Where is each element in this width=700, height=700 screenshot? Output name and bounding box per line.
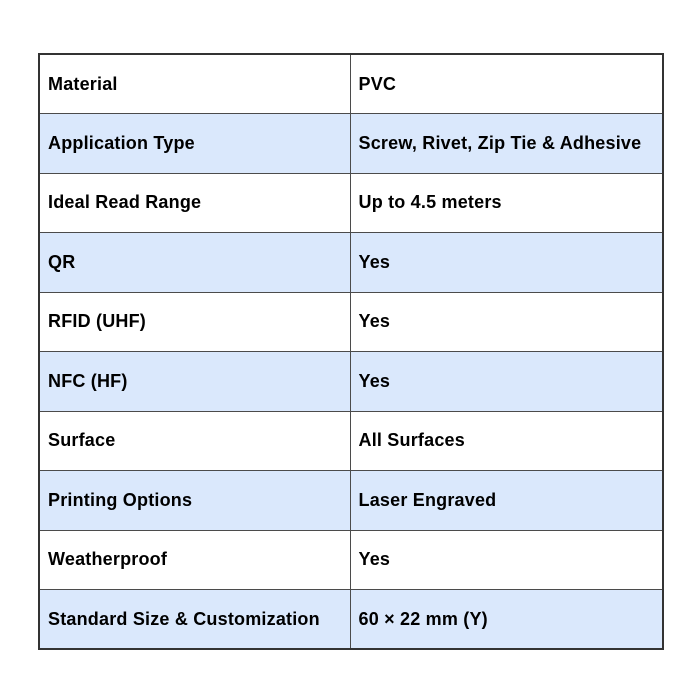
spec-value-cell: Yes bbox=[350, 352, 663, 412]
spec-value-cell: All Surfaces bbox=[350, 411, 663, 471]
spec-value-cell: Yes bbox=[350, 530, 663, 590]
spec-value-cell: Yes bbox=[350, 233, 663, 293]
spec-value-cell: Up to 4.5 meters bbox=[350, 173, 663, 233]
table-row-surface bbox=[39, 411, 663, 471]
table-row-application-type bbox=[39, 114, 663, 174]
table-row-material bbox=[39, 54, 663, 114]
spec-label-cell: NFC (HF) bbox=[39, 352, 350, 412]
table-row-printing-options bbox=[39, 471, 663, 531]
spec-label-cell: Material bbox=[39, 54, 350, 114]
table-row-qr bbox=[39, 233, 663, 293]
specification-table bbox=[38, 53, 664, 650]
table-row-nfc-hf bbox=[39, 352, 663, 412]
spec-value-cell: PVC bbox=[350, 54, 663, 114]
table-row-weatherproof bbox=[39, 530, 663, 590]
spec-label-cell: Surface bbox=[39, 411, 350, 471]
spec-label-cell: Application Type bbox=[39, 114, 350, 174]
table-row-standard-size bbox=[39, 590, 663, 650]
spec-label-cell: Printing Options bbox=[39, 471, 350, 531]
spec-label-cell: RFID (UHF) bbox=[39, 292, 350, 352]
spec-value-cell: Screw, Rivet, Zip Tie & Adhesive bbox=[350, 114, 663, 174]
spec-value-cell: 60 × 22 mm (Y) bbox=[350, 590, 663, 650]
spec-value-cell: Laser Engraved bbox=[350, 471, 663, 531]
spec-label-cell: Standard Size & Customization bbox=[39, 590, 350, 650]
spec-label-cell: Weatherproof bbox=[39, 530, 350, 590]
spec-value-cell: Yes bbox=[350, 292, 663, 352]
spec-label-cell: Ideal Read Range bbox=[39, 173, 350, 233]
table-row-ideal-read-range bbox=[39, 173, 663, 233]
table-row-rfid-uhf bbox=[39, 292, 663, 352]
spec-label-cell: QR bbox=[39, 233, 350, 293]
